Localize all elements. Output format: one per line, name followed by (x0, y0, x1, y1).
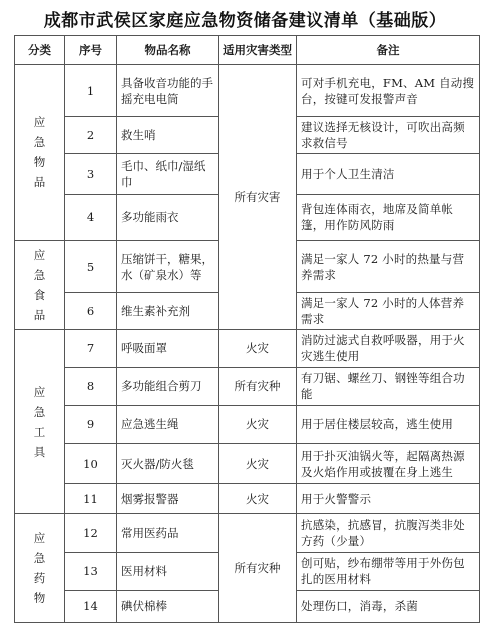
supplies-table (14, 35, 480, 623)
index-cell: 10 (65, 443, 117, 483)
item-name-cell: 医用材料 (117, 552, 219, 590)
item-name-cell: 具备收音功能的手摇充电电筒 (117, 65, 219, 117)
note-cell: 用于个人卫生清洁 (297, 154, 480, 194)
hazard-cell: 所有灾种 (219, 514, 297, 623)
category-label: 应急物品 (33, 115, 46, 190)
category-label: 应急工具 (33, 384, 46, 459)
category-cell (15, 65, 65, 241)
hazard-cell: 所有灾害 (219, 65, 297, 330)
index-cell: 8 (65, 367, 117, 405)
page-title: 成都市武侯区家庭应急物资储备建议清单（基础版） (43, 11, 447, 31)
item-name-cell: 压缩饼干，糖果，水（矿泉水）等 (117, 240, 219, 292)
note-cell: 满足一家人 72 小时的人体营养需求 (297, 293, 480, 330)
note-cell: 建议选择无核设计，可吹出高频求救信号 (297, 117, 480, 154)
table-row (15, 514, 480, 552)
table-row (15, 484, 480, 514)
item-name-cell: 毛巾、纸巾/湿纸巾 (117, 154, 219, 194)
note-cell: 抗感染，抗感冒，抗腹泻类非处方药（少量） (297, 514, 480, 552)
index-cell: 5 (65, 240, 117, 292)
note-cell: 用于扑灭油锅火等，起隔离热源及火焰作用或披覆在身上逃生 (297, 443, 480, 483)
note-cell: 背包连体雨衣，地席及简单帐篷，用作防风防雨 (297, 194, 480, 240)
item-name-cell: 碘伏棉棒 (117, 590, 219, 622)
header-hazard: 适用灾害类型 (219, 36, 297, 65)
item-name-cell: 常用医药品 (117, 514, 219, 552)
item-name-cell: 呼吸面罩 (117, 330, 219, 367)
hazard-cell: 火灾 (219, 405, 297, 443)
header-note: 备注 (297, 36, 480, 65)
category-cell (15, 514, 65, 623)
index-cell: 2 (65, 117, 117, 154)
note-cell: 满足一家人 72 小时的热量与营养需求 (297, 240, 480, 292)
hazard-cell: 火灾 (219, 330, 297, 367)
table-header-row (15, 36, 480, 65)
header-category: 分类 (15, 36, 65, 65)
item-name-cell: 多功能雨衣 (117, 194, 219, 240)
table-row (15, 443, 480, 483)
item-name-cell: 救生哨 (117, 117, 219, 154)
index-cell: 4 (65, 194, 117, 240)
note-cell: 消防过滤式自救呼吸器，用于火灾逃生使用 (297, 330, 480, 367)
note-cell: 创可贴，纱布绷带等用于外伤包扎的医用材料 (297, 552, 480, 590)
note-cell: 有刀锯、螺丝刀、钢锉等组合功能 (297, 367, 480, 405)
table-row (15, 405, 480, 443)
index-cell: 7 (65, 330, 117, 367)
index-cell: 1 (65, 65, 117, 117)
header-index: 序号 (65, 36, 117, 65)
table-row (15, 65, 480, 117)
index-cell: 14 (65, 590, 117, 622)
hazard-cell: 火灾 (219, 443, 297, 483)
index-cell: 12 (65, 514, 117, 552)
index-cell: 6 (65, 293, 117, 330)
note-cell: 处理伤口，消毒，杀菌 (297, 590, 480, 622)
category-cell (15, 240, 65, 329)
category-label: 应急食品 (33, 248, 46, 323)
index-cell: 3 (65, 154, 117, 194)
index-cell: 13 (65, 552, 117, 590)
item-name-cell: 维生素补充剂 (117, 293, 219, 330)
item-name-cell: 多功能组合剪刀 (117, 367, 219, 405)
item-name-cell: 烟雾报警器 (117, 484, 219, 514)
index-cell: 9 (65, 405, 117, 443)
hazard-cell: 所有灾种 (219, 367, 297, 405)
index-cell: 11 (65, 484, 117, 514)
category-label: 应急药物 (33, 531, 46, 606)
item-name-cell: 灭火器/防火毯 (117, 443, 219, 483)
note-cell: 可对手机充电，FM、AM 自动搜台，按键可发报警声音 (297, 65, 480, 117)
table-row (15, 330, 480, 367)
header-name: 物品名称 (117, 36, 219, 65)
note-cell: 用于居住楼层较高，逃生使用 (297, 405, 480, 443)
table-row (15, 367, 480, 405)
note-cell: 用于火警警示 (297, 484, 480, 514)
item-name-cell: 应急逃生绳 (117, 405, 219, 443)
category-cell (15, 330, 65, 514)
hazard-cell: 火灾 (219, 484, 297, 514)
